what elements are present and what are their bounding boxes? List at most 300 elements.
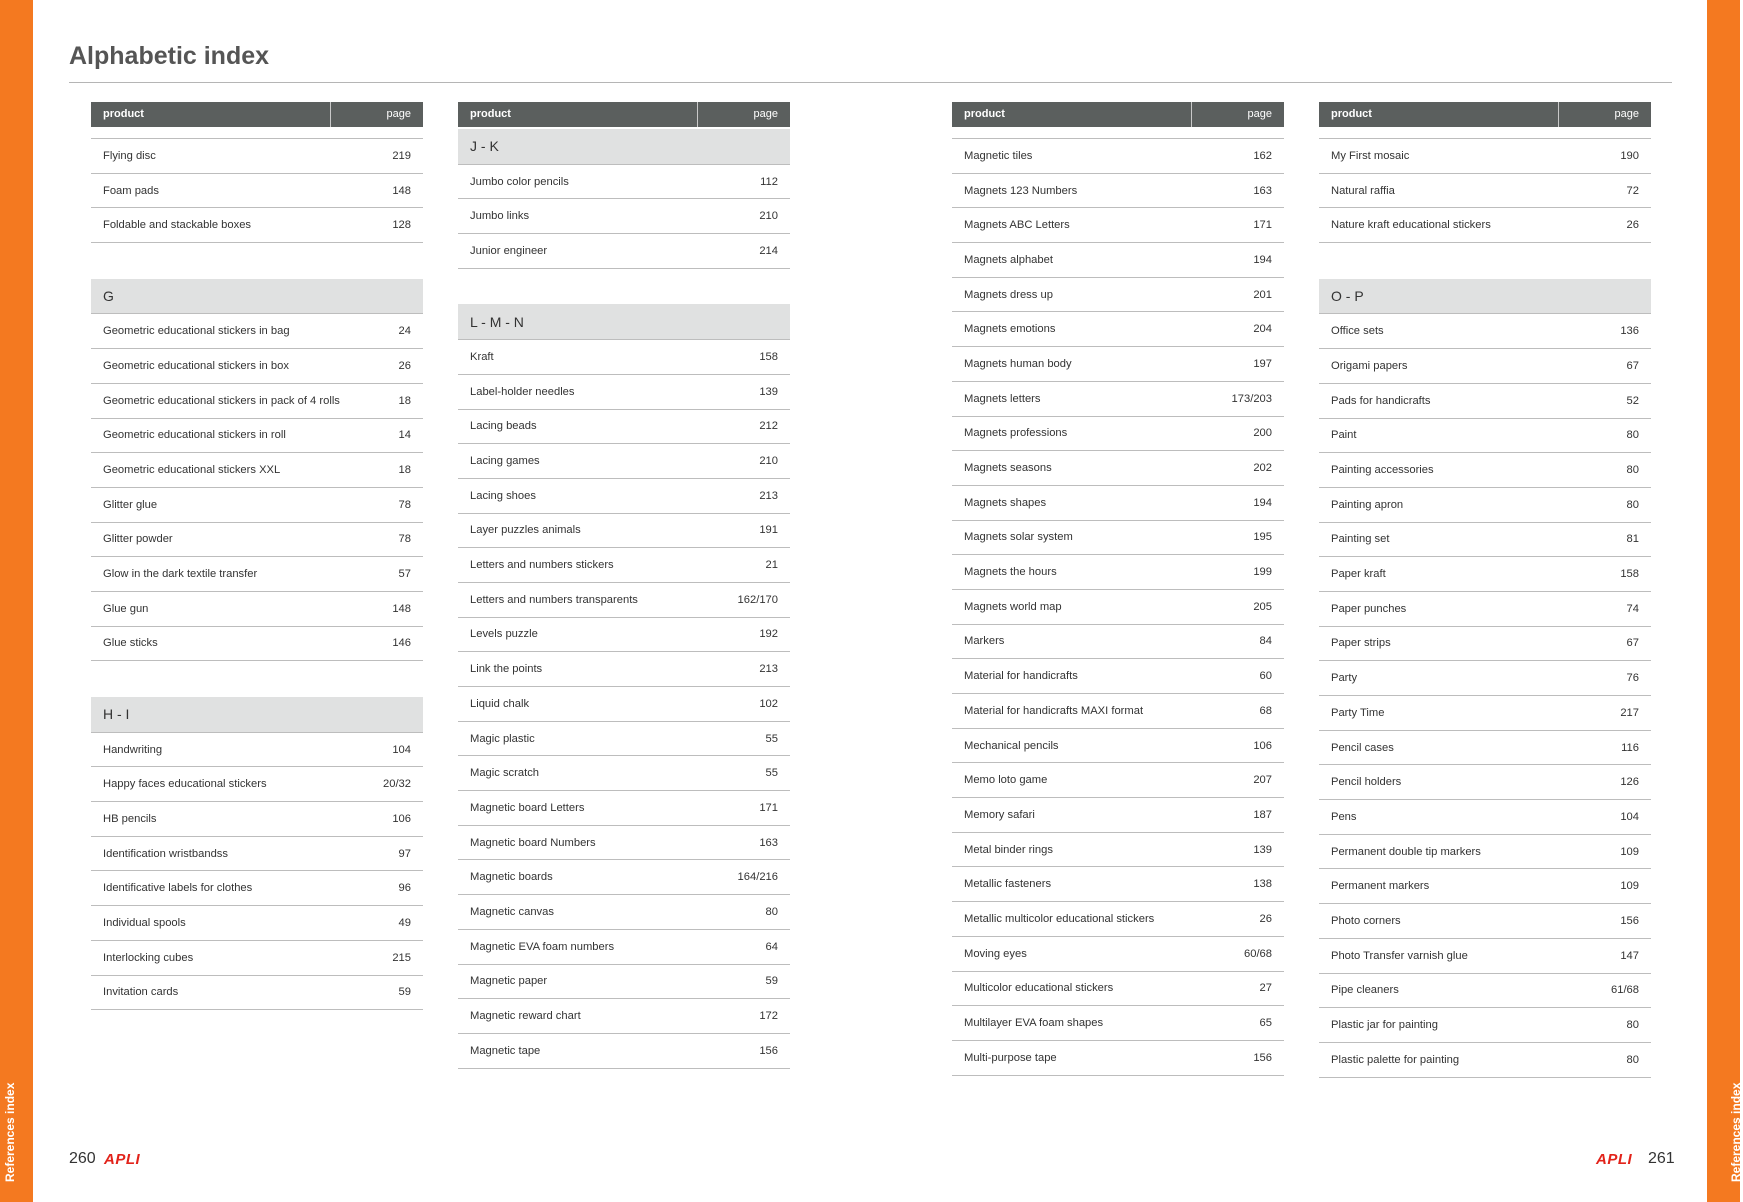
- page-ref: 109: [1620, 845, 1639, 858]
- index-row: [458, 444, 790, 479]
- index-row: [1319, 661, 1651, 696]
- index-row: [952, 763, 1284, 798]
- page-ref: 61/68: [1611, 984, 1639, 997]
- index-row: [1319, 696, 1651, 731]
- product-name: Lacing beads: [470, 420, 537, 433]
- product-name: Link the points: [470, 663, 543, 676]
- index-row: [458, 340, 790, 375]
- page-ref: 138: [1253, 878, 1272, 891]
- index-row: [91, 523, 423, 558]
- product-name: Foldable and stackable boxes: [103, 219, 252, 232]
- index-row: [91, 767, 423, 802]
- page-ref: 67: [1626, 359, 1639, 372]
- index-row: [952, 417, 1284, 452]
- index-row: [1319, 904, 1651, 939]
- product-name: Permanent double tip markers: [1331, 845, 1481, 858]
- index-row: [952, 972, 1284, 1007]
- page-ref: 106: [392, 812, 411, 825]
- index-row: [1319, 349, 1651, 384]
- product-name: Metallic fasteners: [964, 878, 1052, 891]
- product-name: Mechanical pencils: [964, 739, 1059, 752]
- left-section-label: References index: [3, 1082, 17, 1182]
- product-name: Paper kraft: [1331, 568, 1386, 581]
- page-ref: 68: [1259, 704, 1272, 717]
- product-name: Pencil holders: [1331, 776, 1402, 789]
- product-name: Glue sticks: [103, 637, 158, 650]
- index-row: [952, 902, 1284, 937]
- index-row: [1319, 939, 1651, 974]
- index-row: [91, 906, 423, 941]
- header-gap: [952, 129, 1284, 139]
- page-ref: 80: [1626, 498, 1639, 511]
- index-row: [952, 451, 1284, 486]
- index-row: [952, 833, 1284, 868]
- page-ref: 21: [765, 559, 778, 572]
- index-row: [1319, 974, 1651, 1009]
- index-row: [952, 486, 1284, 521]
- product-name: Magnets the hours: [964, 566, 1057, 579]
- left-color-band: [0, 0, 33, 1202]
- page-ref: 201: [1253, 288, 1272, 301]
- page-ref: 80: [1626, 1019, 1639, 1032]
- product-name: Lacing games: [470, 455, 540, 468]
- product-name: Kraft: [470, 350, 494, 363]
- page-ref: 14: [398, 429, 411, 442]
- product-name: Painting apron: [1331, 498, 1404, 511]
- product-name: Magnetic EVA foam numbers: [470, 940, 615, 953]
- page-ref: 205: [1253, 600, 1272, 613]
- title-divider: [69, 82, 1672, 83]
- product-name: My First mosaic: [1331, 149, 1410, 162]
- page-ref: 80: [1626, 1053, 1639, 1066]
- brand-logo-left: APLI: [104, 1151, 141, 1168]
- page-ref: 20/32: [383, 778, 411, 791]
- product-name: Magnetic reward chart: [470, 1010, 581, 1023]
- spacer: [458, 269, 790, 305]
- product-name: Pencil cases: [1331, 741, 1394, 754]
- page-ref: 112: [760, 175, 778, 188]
- header-gap: [1319, 129, 1651, 139]
- index-row: [1319, 627, 1651, 662]
- index-row: [952, 347, 1284, 382]
- page-ref: 148: [392, 602, 411, 615]
- product-name: Jumbo links: [470, 210, 530, 223]
- index-row: [1319, 1043, 1651, 1078]
- product-name: Plastic palette for painting: [1331, 1053, 1460, 1066]
- product-name: Magnets world map: [964, 600, 1062, 613]
- index-column-2: [458, 102, 790, 1069]
- index-row: [91, 557, 423, 592]
- page-ref: 81: [1626, 533, 1639, 546]
- product-name: Painting accessories: [1331, 464, 1434, 477]
- product-name: Photo Transfer varnish glue: [1331, 949, 1468, 962]
- product-name: Magnetic paper: [470, 975, 548, 988]
- index-row: [1319, 765, 1651, 800]
- page-ref: 80: [1626, 464, 1639, 477]
- index-row: [458, 826, 790, 861]
- page-ref: 187: [1253, 808, 1272, 821]
- index-row: [91, 627, 423, 662]
- product-name: Office sets: [1331, 325, 1384, 338]
- index-row: [952, 312, 1284, 347]
- index-row: [1319, 174, 1651, 209]
- index-row: [458, 999, 790, 1034]
- product-name: Magnets professions: [964, 427, 1068, 440]
- column-header: [458, 102, 790, 129]
- index-row: [952, 1041, 1284, 1076]
- product-name: Invitation cards: [103, 986, 179, 999]
- product-name: Metallic multicolor educational stickers: [964, 912, 1155, 925]
- product-name: Magnets letters: [964, 392, 1041, 405]
- index-row: [1319, 488, 1651, 523]
- product-name: Lacing shoes: [470, 489, 536, 502]
- section-heading: L - M - N: [458, 304, 790, 340]
- index-row: [952, 694, 1284, 729]
- product-name: Geometric educational stickers in box: [103, 359, 289, 372]
- page-ref: 80: [1626, 429, 1639, 442]
- product-name: Liquid chalk: [470, 697, 530, 710]
- page-ref: 210: [759, 455, 778, 468]
- page-ref: 173/203: [1231, 392, 1272, 405]
- index-row: [458, 895, 790, 930]
- product-name: Painting set: [1331, 533, 1390, 546]
- product-name: Party: [1331, 672, 1358, 685]
- product-name: Glitter glue: [103, 498, 158, 511]
- index-row: [952, 382, 1284, 417]
- index-row: [458, 930, 790, 965]
- product-name: Identificative labels for clothes: [103, 882, 253, 895]
- index-row: [458, 791, 790, 826]
- page-ref: 217: [1620, 706, 1639, 719]
- index-row: [91, 592, 423, 627]
- product-name: Individual spools: [103, 916, 186, 929]
- header-product-label: product: [91, 102, 331, 127]
- product-name: Glow in the dark textile transfer: [103, 568, 258, 581]
- product-name: Magnets emotions: [964, 323, 1056, 336]
- index-row: [1319, 419, 1651, 454]
- product-name: Natural raffia: [1331, 184, 1395, 197]
- page-ref: 55: [765, 767, 778, 780]
- index-row: [1319, 1008, 1651, 1043]
- page-ref: 59: [765, 975, 778, 988]
- index-row: [952, 867, 1284, 902]
- page-ref: 26: [1259, 912, 1272, 925]
- product-name: Letters and numbers transparents: [470, 593, 638, 606]
- product-name: Happy faces educational stickers: [103, 778, 267, 791]
- page-ref: 212: [759, 420, 778, 433]
- product-name: Interlocking cubes: [103, 951, 194, 964]
- index-row: [458, 165, 790, 200]
- page-ref: 26: [1626, 219, 1639, 232]
- page-ref: 194: [1253, 253, 1272, 266]
- index-row: [91, 349, 423, 384]
- header-product-label: product: [952, 102, 1192, 127]
- product-name: Jumbo color pencils: [470, 175, 569, 188]
- product-name: Glue gun: [103, 602, 149, 615]
- page-number-right: 261: [1648, 1150, 1675, 1167]
- product-name: Geometric educational stickers in bag: [103, 325, 290, 338]
- page-ref: 200: [1253, 427, 1272, 440]
- product-name: Magnets human body: [964, 357, 1072, 370]
- product-name: Pipe cleaners: [1331, 984, 1399, 997]
- page-ref: 109: [1620, 880, 1639, 893]
- product-name: Label-holder needles: [470, 385, 575, 398]
- page-ref: 55: [765, 732, 778, 745]
- page-ref: 210: [759, 210, 778, 223]
- product-name: Magnets dress up: [964, 288, 1053, 301]
- page-ref: 213: [759, 489, 778, 502]
- page-ref: 64: [765, 940, 778, 953]
- index-row: [952, 521, 1284, 556]
- page-ref: 194: [1253, 496, 1272, 509]
- product-name: Letters and numbers stickers: [470, 559, 614, 572]
- page-ref: 60: [1259, 670, 1272, 683]
- page-ref: 171: [759, 801, 778, 814]
- page-ref: 104: [392, 743, 411, 756]
- index-row: [458, 618, 790, 653]
- product-name: Material for handicrafts: [964, 670, 1078, 683]
- index-row: [91, 802, 423, 837]
- page-ref: 192: [759, 628, 778, 641]
- page-ref: 78: [398, 498, 411, 511]
- index-row: [952, 937, 1284, 972]
- page-ref: 162: [1253, 149, 1272, 162]
- index-row: [458, 756, 790, 791]
- page-ref: 162/170: [737, 593, 778, 606]
- page-ref: 204: [1253, 323, 1272, 336]
- index-row: [91, 453, 423, 488]
- right-color-band: [1707, 0, 1740, 1202]
- index-row: [458, 479, 790, 514]
- product-name: Magic scratch: [470, 767, 540, 780]
- product-name: Magnetic board Numbers: [470, 836, 596, 849]
- page-ref: 148: [392, 184, 411, 197]
- index-row: [458, 548, 790, 583]
- index-row: [458, 687, 790, 722]
- header-page-label: page: [1614, 108, 1639, 120]
- index-row: [952, 555, 1284, 590]
- page-ref: 197: [1253, 357, 1272, 370]
- page-ref: 65: [1259, 1017, 1272, 1030]
- column-header: [952, 102, 1284, 129]
- index-row: [952, 278, 1284, 313]
- index-row: [952, 1006, 1284, 1041]
- index-row: [1319, 384, 1651, 419]
- product-name: Identification wristbandss: [103, 847, 228, 860]
- product-name: Geometric educational stickers in pack of 4 rolls: [103, 394, 340, 407]
- page-ref: 191: [759, 524, 778, 537]
- section-heading: H - I: [91, 697, 423, 733]
- column-header: [1319, 102, 1651, 129]
- page-ref: 18: [398, 464, 411, 477]
- index-row: [1319, 800, 1651, 835]
- index-column-3: [952, 102, 1284, 1076]
- page-ref: 136: [1620, 325, 1639, 338]
- index-row: [458, 514, 790, 549]
- index-row: [91, 488, 423, 523]
- page-ref: 158: [759, 350, 778, 363]
- index-column-1: [91, 102, 423, 1010]
- page-ref: 97: [398, 847, 411, 860]
- index-row: [91, 976, 423, 1011]
- page-ref: 195: [1253, 531, 1272, 544]
- page-ref: 156: [1620, 914, 1639, 927]
- product-name: Flying disc: [103, 149, 156, 162]
- product-name: Plastic jar for painting: [1331, 1019, 1438, 1032]
- index-row: [458, 722, 790, 757]
- page-ref: 116: [1621, 741, 1639, 754]
- product-name: Pads for handicrafts: [1331, 394, 1431, 407]
- index-row: [952, 208, 1284, 243]
- product-name: Permanent markers: [1331, 880, 1430, 893]
- index-row: [91, 208, 423, 243]
- index-row: [952, 243, 1284, 278]
- page-ref: 207: [1253, 774, 1272, 787]
- page-ref: 104: [1620, 810, 1639, 823]
- brand-logo-right: APLI: [1596, 1151, 1633, 1168]
- page-ref: 146: [392, 637, 411, 650]
- header-page-label: page: [386, 108, 411, 120]
- index-row: [91, 733, 423, 768]
- product-name: Material for handicrafts MAXI format: [964, 704, 1144, 717]
- page-ref: 213: [759, 663, 778, 676]
- product-name: Magnets shapes: [964, 496, 1047, 509]
- page-ref: 163: [759, 836, 778, 849]
- index-row: [458, 199, 790, 234]
- page-ref: 156: [759, 1044, 778, 1057]
- index-row: [952, 729, 1284, 764]
- product-name: Paint: [1331, 429, 1357, 442]
- product-name: Geometric educational stickers in roll: [103, 429, 286, 442]
- product-name: Magnets seasons: [964, 462, 1052, 475]
- page-ref: 164/216: [737, 871, 778, 884]
- index-row: [952, 798, 1284, 833]
- right-section-label: References index: [1729, 1082, 1743, 1182]
- product-name: Levels puzzle: [470, 628, 538, 641]
- page-ref: 26: [398, 359, 411, 372]
- spacer: [91, 243, 423, 279]
- product-name: Magic plastic: [470, 732, 535, 745]
- index-row: [458, 860, 790, 895]
- product-name: HB pencils: [103, 812, 157, 825]
- index-row: [952, 590, 1284, 625]
- product-name: Party Time: [1331, 706, 1385, 719]
- index-row: [91, 419, 423, 454]
- page-ref: 24: [398, 325, 411, 338]
- product-name: Multi-purpose tape: [964, 1051, 1057, 1064]
- page-ref: 72: [1626, 184, 1639, 197]
- page-ref: 57: [398, 568, 411, 581]
- product-name: Moving eyes: [964, 947, 1027, 960]
- page-ref: 80: [765, 905, 778, 918]
- index-row: [458, 965, 790, 1000]
- product-name: Markers: [964, 635, 1005, 648]
- index-row: [91, 139, 423, 174]
- index-row: [91, 384, 423, 419]
- section-heading: J - K: [458, 129, 790, 165]
- page-ref: 199: [1253, 566, 1272, 579]
- index-row: [458, 410, 790, 445]
- product-name: Glitter powder: [103, 533, 173, 546]
- page-ref: 49: [398, 916, 411, 929]
- product-name: Layer puzzles animals: [470, 524, 581, 537]
- index-row: [952, 659, 1284, 694]
- product-name: Paper punches: [1331, 602, 1407, 615]
- product-name: Magnets solar system: [964, 531, 1073, 544]
- index-row: [1319, 314, 1651, 349]
- index-row: [458, 583, 790, 618]
- page-ref: 147: [1620, 949, 1639, 962]
- product-name: Multicolor educational stickers: [964, 982, 1114, 995]
- index-row: [1319, 592, 1651, 627]
- index-row: [458, 375, 790, 410]
- page-ref: 78: [398, 533, 411, 546]
- product-name: Foam pads: [103, 184, 159, 197]
- header-gap: [91, 129, 423, 139]
- page-ref: 139: [759, 385, 778, 398]
- header-product-label: product: [458, 102, 698, 127]
- page-ref: 219: [392, 149, 411, 162]
- page-ref: 128: [392, 219, 411, 232]
- spacer: [91, 661, 423, 697]
- page-ref: 214: [759, 244, 778, 257]
- product-name: Geometric educational stickers XXL: [103, 464, 281, 477]
- product-name: Origami papers: [1331, 359, 1408, 372]
- page-ref: 67: [1626, 637, 1639, 650]
- product-name: Metal binder rings: [964, 843, 1053, 856]
- index-row: [91, 871, 423, 906]
- page-ref: 158: [1620, 568, 1639, 581]
- index-row: [1319, 208, 1651, 243]
- section-heading: G: [91, 279, 423, 315]
- header-page-label: page: [753, 108, 778, 120]
- product-name: Junior engineer: [470, 244, 548, 257]
- page-ref: 76: [1626, 672, 1639, 685]
- product-name: Memory safari: [964, 808, 1035, 821]
- index-row: [91, 837, 423, 872]
- page-ref: 163: [1253, 184, 1272, 197]
- page-ref: 84: [1259, 635, 1272, 648]
- index-row: [1319, 523, 1651, 558]
- index-row: [91, 174, 423, 209]
- page-ref: 202: [1253, 462, 1272, 475]
- index-row: [1319, 731, 1651, 766]
- product-name: Pens: [1331, 810, 1357, 823]
- spacer: [1319, 243, 1651, 279]
- page-ref: 190: [1620, 149, 1639, 162]
- index-row: [1319, 139, 1651, 174]
- header-page-label: page: [1247, 108, 1272, 120]
- page-ref: 27: [1259, 982, 1272, 995]
- page-ref: 172: [759, 1010, 778, 1023]
- page-ref: 102: [759, 697, 778, 710]
- index-row: [1319, 835, 1651, 870]
- column-header: [91, 102, 423, 129]
- product-name: Magnetic board Letters: [470, 801, 585, 814]
- product-name: Paper strips: [1331, 637, 1391, 650]
- index-row: [1319, 557, 1651, 592]
- page-number-left: 260: [69, 1150, 96, 1167]
- product-name: Handwriting: [103, 743, 163, 756]
- product-name: Magnetic canvas: [470, 905, 554, 918]
- page-ref: 106: [1253, 739, 1272, 752]
- product-name: Magnetic boards: [470, 871, 553, 884]
- product-name: Nature kraft educational stickers: [1331, 219, 1491, 232]
- page-ref: 59: [398, 986, 411, 999]
- header-product-label: product: [1319, 102, 1559, 127]
- index-row: [91, 941, 423, 976]
- page-ref: 215: [392, 951, 411, 964]
